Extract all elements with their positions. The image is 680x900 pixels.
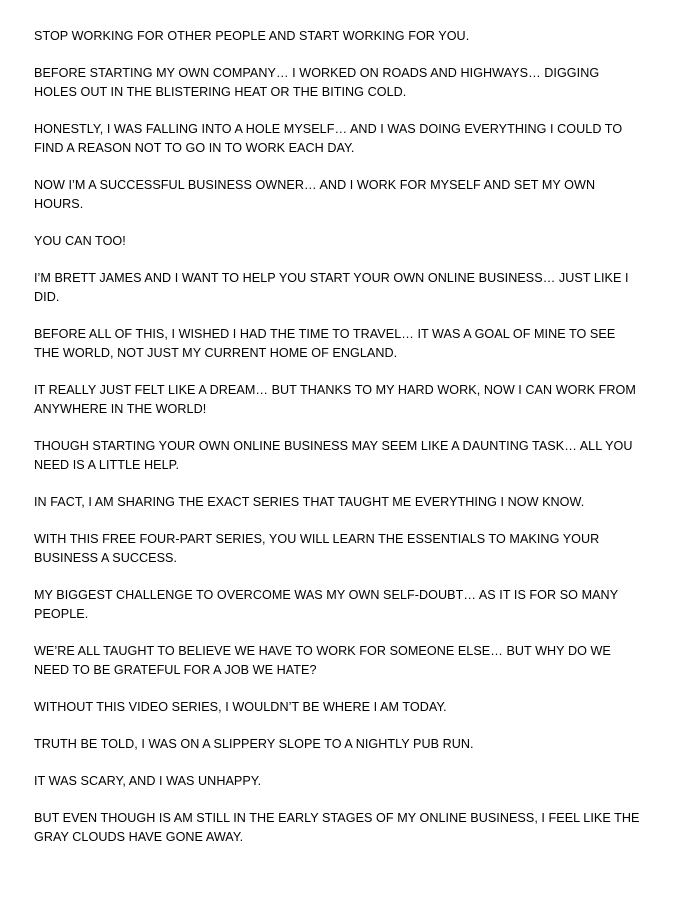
paragraph: WE’RE ALL TAUGHT TO BELIEVE WE HAVE TO WORK FOR SOMEONE ELSE… BUT WHY DO WE NEED TO BE GRATEFUL FOR A JOB WE HATE? xyxy=(34,644,611,677)
paragraph: YOU CAN TOO! xyxy=(34,234,126,248)
paragraph: MY BIGGEST CHALLENGE TO OVERCOME WAS MY OWN SELF-DOUBT… AS IT IS FOR SO MANY PEOPLE. xyxy=(34,588,618,621)
paragraph: IT REALLY JUST FELT LIKE A DREAM… BUT THANKS TO MY HARD WORK, NOW I CAN WORK FROM ANYWHERE IN THE WORLD! xyxy=(34,383,636,416)
paragraph: HONESTLY, I WAS FALLING INTO A HOLE MYSELF… AND I WAS DOING EVERYTHING I COULD TO FIND A REASON NOT TO GO IN TO WORK EACH DAY. xyxy=(34,122,623,155)
paragraph: BEFORE STARTING MY OWN COMPANY… I WORKED ON ROADS AND HIGHWAYS… DIGGING HOLES OUT IN THE BLISTERING HEAT OR THE BITING COLD. xyxy=(34,66,600,99)
paragraph: NOW I’M A SUCCESSFUL BUSINESS OWNER… AND I WORK FOR MYSELF AND SET MY OWN HOURS. xyxy=(34,178,596,211)
paragraph: TRUTH BE TOLD, I WAS ON A SLIPPERY SLOPE TO A NIGHTLY PUB RUN. xyxy=(34,737,474,751)
document-body xyxy=(34,27,640,865)
paragraph: BUT EVEN THOUGH IS AM STILL IN THE EARLY STAGES OF MY ONLINE BUSINESS, I FEEL LIKE THE GRAY CLOUDS HAVE GONE AWAY. xyxy=(34,811,640,844)
paragraph: WITH THIS FREE FOUR-PART SERIES, YOU WILL LEARN THE ESSENTIALS TO MAKING YOUR BUSINESS A SUCCESS. xyxy=(34,532,600,565)
paragraph: THOUGH STARTING YOUR OWN ONLINE BUSINESS MAY SEEM LIKE A DAUNTING TASK… ALL YOU NEED IS A LITTLE HELP. xyxy=(34,439,633,472)
paragraph: BEFORE ALL OF THIS, I WISHED I HAD THE TIME TO TRAVEL… IT WAS A GOAL OF MINE TO SEE THE WORLD, NOT JUST MY CURRENT HOME OF ENGLAND. xyxy=(34,327,616,360)
paragraph: STOP WORKING FOR OTHER PEOPLE AND START WORKING FOR YOU. xyxy=(34,29,470,43)
paragraph: WITHOUT THIS VIDEO SERIES, I WOULDN’T BE WHERE I AM TODAY. xyxy=(34,700,447,714)
paragraph: IN FACT, I AM SHARING THE EXACT SERIES THAT TAUGHT ME EVERYTHING I NOW KNOW. xyxy=(34,495,585,509)
paragraph: IT WAS SCARY, AND I WAS UNHAPPY. xyxy=(34,774,262,788)
paragraph: I’M BRETT JAMES AND I WANT TO HELP YOU START YOUR OWN ONLINE BUSINESS… JUST LIKE I DID. xyxy=(34,271,629,304)
